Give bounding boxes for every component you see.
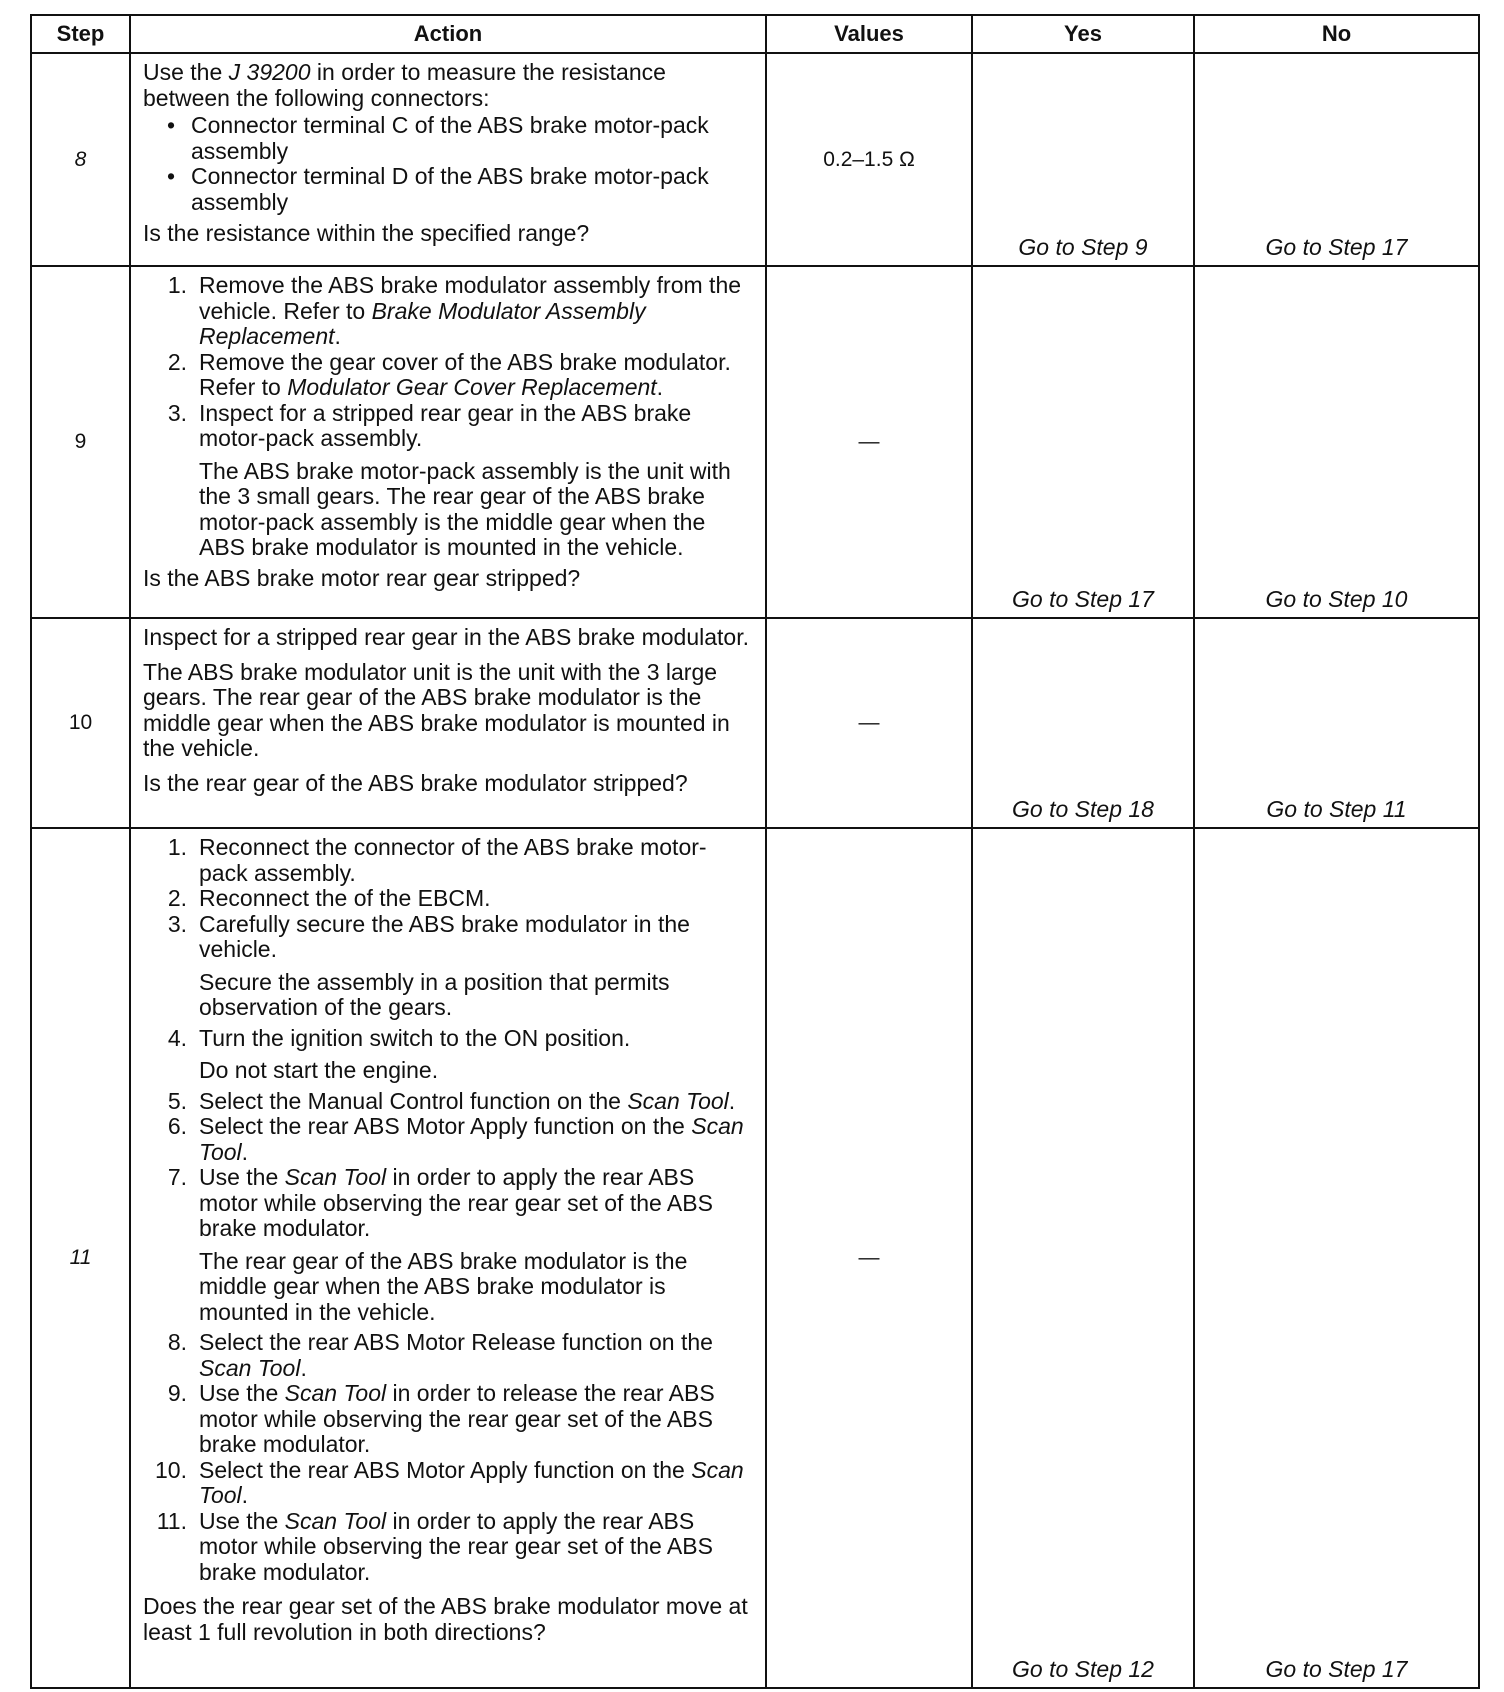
list-item-note: The rear gear of the ABS brake modulator is the middle gear when the ABS brake modulator is mounted in the vehicle. [199, 1247, 688, 1325]
values-cell: — [766, 618, 972, 828]
list-item: 7. Use the Scan Tool in order to apply the rear ABS motor while observing the rear gear set of the ABS brake modulator. The rear gear of the ABS brake modulator is the middle gear when the ABS brake modulator is mounted in the vehicle. [143, 1165, 755, 1325]
yes-link[interactable]: Go to Step 12 [972, 828, 1194, 1688]
table-row-step-11 [31, 828, 1479, 1688]
action-paragraph: Inspect for a stripped rear gear in the ABS brake modulator. [143, 624, 750, 650]
list-item: 5. Select the Manual Control function on the Scan Tool. [167, 1087, 736, 1114]
action-list [143, 273, 755, 561]
yes-link[interactable]: Go to Step 18 [972, 618, 1194, 828]
action-paragraph: The ABS brake modulator unit is the unit with the 3 large gears. The rear gear of the ABS brake modulator is the middle gear when the ABS brake modulator is mounted in the vehicle. [143, 658, 730, 761]
values-cell: — [766, 828, 972, 1688]
table-row-step-9 [31, 266, 1479, 618]
yes-link[interactable]: Go to Step 17 [972, 266, 1194, 618]
values-cell: — [766, 266, 972, 618]
list-item: 2. Reconnect the of the EBCM. [167, 885, 491, 911]
header-no: No [1194, 15, 1479, 53]
action-list [143, 835, 755, 1585]
action-cell [130, 618, 766, 828]
action-question: Does the rear gear set of the ABS brake modulator move at least 1 full revolution in both directions? [143, 1593, 748, 1645]
step-number: 11 [31, 828, 130, 1688]
list-item: • Connector terminal C of the ABS brake motor-pack assembly [143, 113, 755, 164]
action-question: Is the ABS brake motor rear gear stripped? [143, 564, 581, 591]
table-row-step-8 [31, 53, 1479, 266]
header-values: Values [766, 15, 972, 53]
no-link[interactable]: Go to Step 11 [1194, 618, 1479, 828]
action-question: Is the rear gear of the ABS brake modulator stripped? [143, 769, 688, 796]
step-number: 8 [31, 53, 130, 266]
action-cell [130, 828, 766, 1688]
diagnostic-table-page [30, 14, 1478, 1689]
list-item: • Connector terminal D of the ABS brake motor-pack assembly [143, 164, 755, 215]
no-link[interactable]: Go to Step 10 [1194, 266, 1479, 618]
list-item: 10. Select the rear ABS Motor Apply function on the Scan Tool. [155, 1456, 744, 1508]
list-item-note: The ABS brake motor-pack assembly is the unit with the 3 small gears. The rear gear of the ABS brake motor-pack assembly is the middle gear when the ABS brake modulator is mounted in the vehicle. [199, 457, 731, 560]
list-item: 1. Remove the ABS brake modulator assembly from the vehicle. Refer to Brake Modulator Assembly Replacement. [167, 272, 742, 349]
action-cell [130, 266, 766, 618]
header-yes: Yes [972, 15, 1194, 53]
action-cell [130, 53, 766, 266]
diagnostic-table [30, 14, 1480, 1689]
list-item: 6. Select the rear ABS Motor Apply function on the Scan Tool. [167, 1113, 744, 1165]
action-intro: Use the J 39200 in order to measure the resistance between the following connectors: [143, 59, 666, 111]
header-step: Step [31, 15, 130, 53]
list-item: 1. Reconnect the connector of the ABS brake motor-pack assembly. [167, 834, 707, 886]
action-question: Is the resistance within the specified range? [143, 220, 590, 246]
list-item: 3. Carefully secure the ABS brake modulator in the vehicle. Secure the assembly in a position that permits observation of the gears. [143, 912, 755, 1021]
connector-list [143, 113, 755, 215]
no-link[interactable]: Go to Step 17 [1194, 828, 1479, 1688]
header-action: Action [130, 15, 766, 53]
step-number: 9 [31, 266, 130, 618]
header-row [31, 15, 1479, 53]
yes-link[interactable]: Go to Step 9 [972, 53, 1194, 266]
list-item-note: Do not start the engine. [199, 1057, 439, 1083]
list-item-note: Secure the assembly in a position that permits observation of the gears. [199, 968, 670, 1020]
step-number: 10 [31, 618, 130, 828]
values-cell: 0.2–1.5 Ω [766, 53, 972, 266]
list-item: 8. Select the rear ABS Motor Release function on the Scan Tool. [167, 1329, 713, 1381]
list-item: 11. Use the Scan Tool in order to apply the rear ABS motor while observing the rear gear set of the ABS brake modulator. [156, 1507, 713, 1585]
list-item: 4. Turn the ignition switch to the ON position. Do not start the engine. [143, 1026, 755, 1084]
list-item: 3. Inspect for a stripped rear gear in the ABS brake motor-pack assembly. The ABS brake motor-pack assembly is the unit with the 3 small gears. The rear gear of the ABS brake motor-pack assembly is the middle gear when the ABS brake modulator is mounted in the vehicle. [143, 401, 755, 561]
list-item: 2. Remove the gear cover of the ABS brake modulator. Refer to Modulator Gear Cover Replacement. [167, 348, 731, 400]
table-row-step-10 [31, 618, 1479, 828]
list-item: 9. Use the Scan Tool in order to release the rear ABS motor while observing the rear gear set of the ABS brake modulator. [167, 1380, 715, 1457]
no-link[interactable]: Go to Step 17 [1194, 53, 1479, 266]
